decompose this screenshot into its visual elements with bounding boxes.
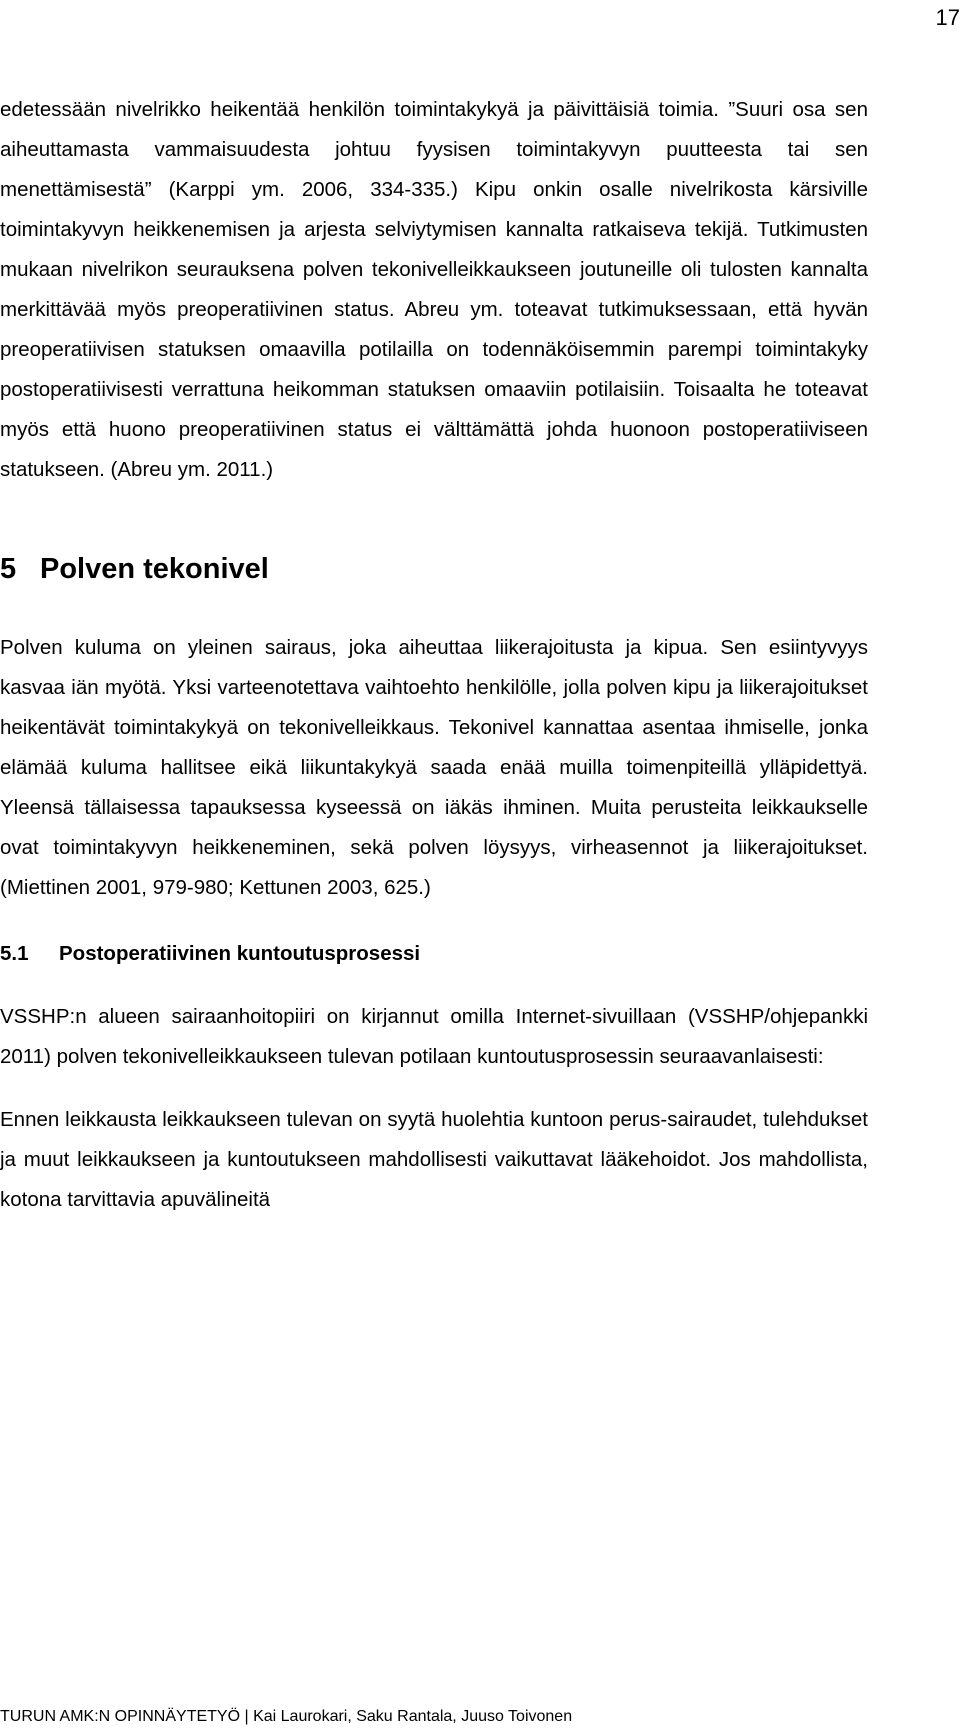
page-number: 17 <box>935 5 960 30</box>
paragraph-nivelrikko: edetessään nivelrikko heikentää henkilön toimintakykyä ja päivittäisiä toimia. ”Suuri osa sen aiheuttamasta vammaisuudesta johtuu fyysisen toimintakyvyn puutteesta tai sen menettämisestä” (Karppi ym. 2006, 334-335.) Kipu onkin osalle nivelrikosta kärsiville toimintakyvyn heikkenemisen ja arjesta selviytymisen kannalta ratkaiseva tekijä. Tutkimusten mukaan nivelrikon seurauksena polven tekonivelleikkaukseen joutuneille oli tulosten kannalta merkittävää myös preoperatiivinen status. Abreu ym. toteavat tutkimuksessaan, että hyvän preoperatiivisen statuksen omaavilla potilailla on todennäköisemmin parempi toimintakyky postoperatiivisesti verrattuna heikomman statuksen omaaviin potilaisiin. Toisaalta he toteavat myös että huono preoperatiivinen status ei välttämättä johda huonoon postoperatiiviseen statukseen. (Abreu ym. 2011.) <box>0 98 868 481</box>
subsection-title: Postoperatiivinen kuntoutusprosessi <box>59 942 421 965</box>
subsection-heading <box>0 934 868 974</box>
subsection-number: 5.1 <box>0 942 29 965</box>
paragraph-ennen-leikkausta: Ennen leikkausta leikkaukseen tulevan on syytä huolehtia kuntoon perus-sairaudet, tulehdukset ja muut leikkaukseen ja kuntoutukseen mahdollisesti vaikuttavat lääkehoidot. Jos mahdollista, kotona tarvittavia apuvälineitä <box>0 1108 868 1211</box>
paragraph-vsshp: VSSHP:n alueen sairaanhoitopiiri on kirjannut omilla Internet-sivuillaan (VSSHP/ohjepankki 2011) polven tekonivelleikkaukseen tulevan potilaan kuntoutusprosessin seuraavanlaisesti: <box>0 1005 868 1068</box>
paragraph-polven-kuluma: Polven kuluma on yleinen sairaus, joka aiheuttaa liikerajoitusta ja kipua. Sen esiintyvyys kasvaa iän myötä. Yksi varteenotettava vaihtoehto henkilölle, jolla polven kipu ja liikerajoitukset heikentävät toimintakykyä on tekonivelleikkaus. Tekonivel kannattaa asentaa ihmiselle, jonka elämää kuluma hallitsee eikä liikuntakykyä saada enää muilla toimenpiteillä ylläpidettyä. Yleensä tällaisessa tapauksessa kyseessä on iäkäs ihminen. Muita perusteita leikkaukselle ovat toimintakyvyn heikkeneminen, sekä polven löysyys, virheasennot ja liikerajoitukset. (Miettinen 2001, 979-980; Kettunen 2003, 625.) <box>0 636 868 899</box>
section-title: Polven tekonivel <box>40 553 269 585</box>
section-number: 5 <box>0 553 17 585</box>
section-heading <box>0 549 868 589</box>
page-footer: TURUN AMK:N OPINNÄYTETYÖ | Kai Laurokari, Saku Rantala, Juuso Toivonen <box>0 1708 573 1725</box>
page-content <box>0 90 868 1220</box>
